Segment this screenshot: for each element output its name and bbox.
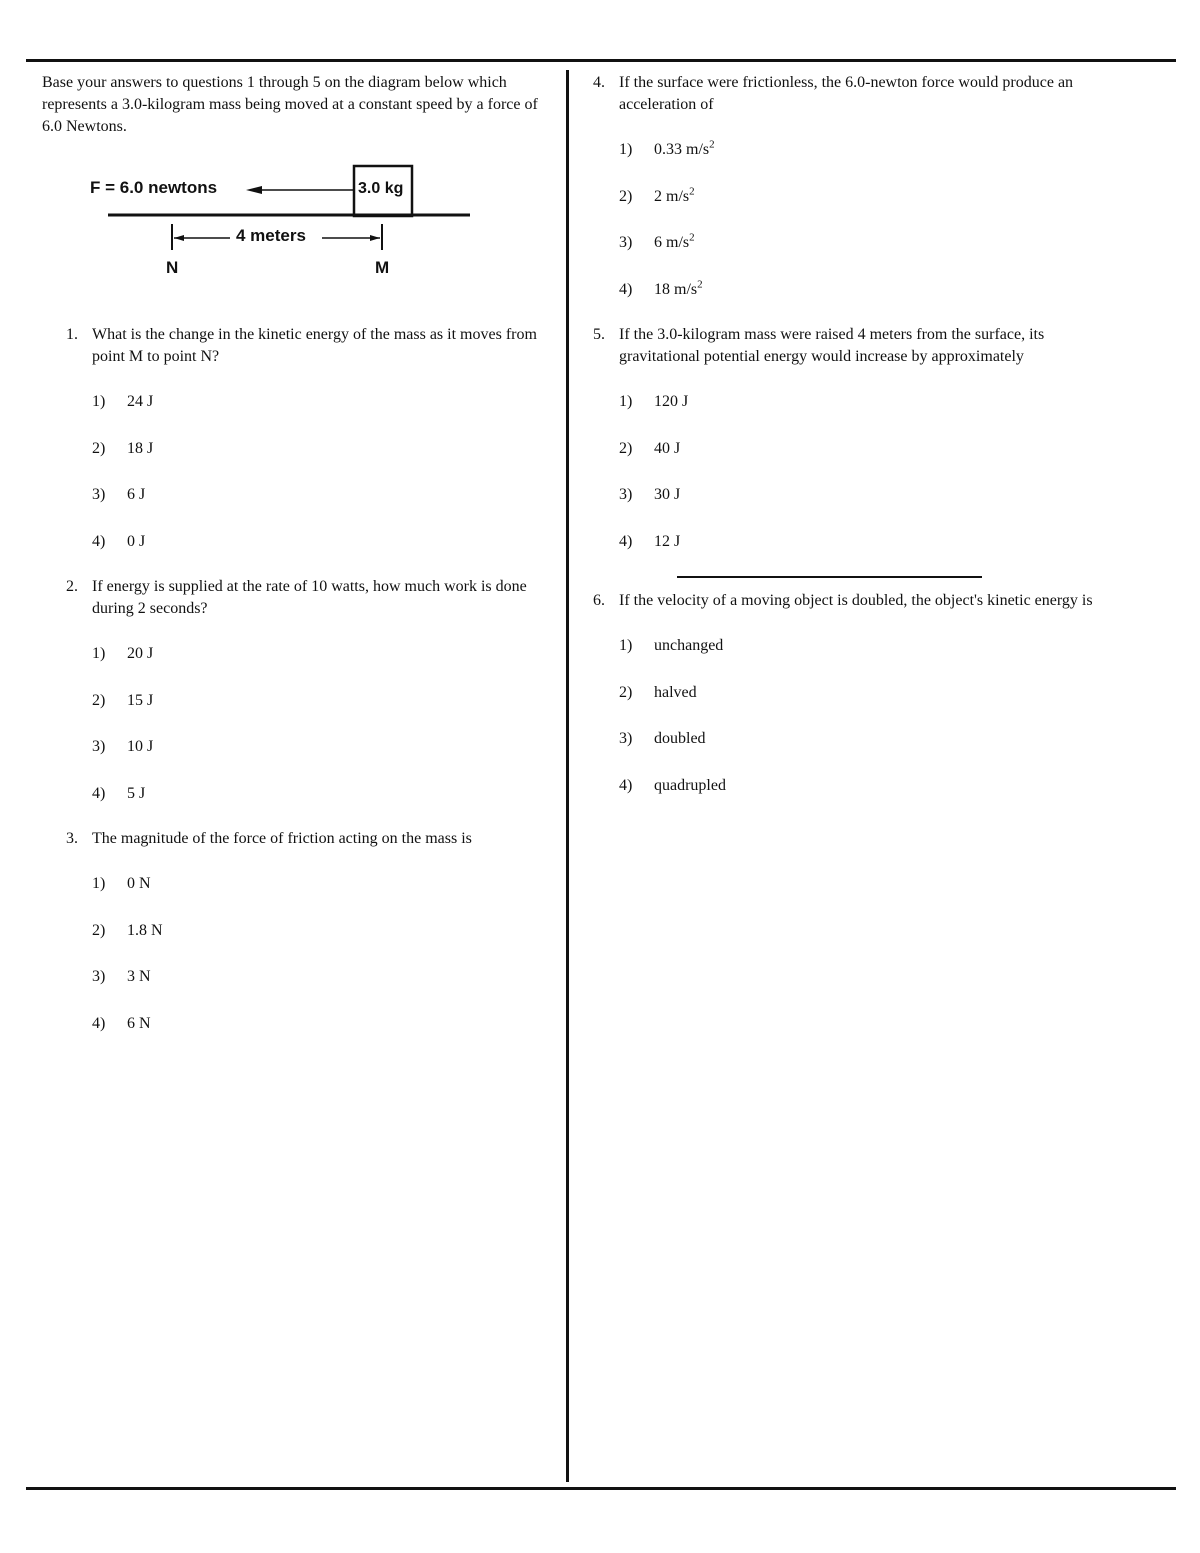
- exponent: 2: [709, 138, 715, 151]
- column-divider: [566, 70, 569, 1482]
- choice-value: 40 J: [654, 439, 681, 457]
- choice-value: 6 $m/s^2$: [654, 231, 695, 251]
- distance-label: 4 meters: [236, 226, 306, 245]
- choice-number: 2): [92, 921, 106, 939]
- choice-number: 3): [92, 486, 106, 503]
- choice-value: 120 J: [654, 393, 689, 410]
- choice-list: [92, 872, 552, 1036]
- question-2: [66, 576, 552, 806]
- left-column: [42, 72, 552, 1058]
- top-rule: [26, 59, 1176, 62]
- choice-number: 4): [92, 784, 106, 802]
- distance-arrow-left-icon: [174, 235, 184, 241]
- intro-text: Base your answers to questions 1 through 5 on the diagram below which represents a 3.0-kilogram mass being moved at a constant speed by a force of 6.0 Newtons.: [42, 74, 538, 135]
- force-label: F = 6.0 newtons: [90, 178, 218, 197]
- choice-number: 1): [619, 637, 633, 654]
- choice-item[interactable]: [92, 689, 552, 713]
- distance-arrow-right-icon: [370, 235, 380, 241]
- choice-item[interactable]: [619, 530, 1093, 554]
- choice-value: quadrupled: [654, 776, 726, 794]
- choice-value: 18 $m/s^2$: [654, 278, 703, 298]
- question-number: 3.: [66, 830, 78, 847]
- choice-list: [619, 138, 1093, 302]
- choice-item[interactable]: [619, 483, 1093, 507]
- force-diagram: [90, 152, 530, 282]
- choice-item[interactable]: [619, 681, 1093, 705]
- choice-number: 4): [92, 1014, 106, 1032]
- choice-item[interactable]: [92, 782, 552, 806]
- question-number: 2.: [66, 578, 78, 595]
- choice-list: [92, 390, 552, 554]
- exponent: 2: [689, 185, 695, 198]
- choice-value: 2 $m/s^2$: [654, 185, 695, 205]
- question-text: If the surface were frictionless, the 6.0-newton force would produce an acceleration of: [619, 74, 1074, 113]
- choice-number: 3): [92, 968, 106, 985]
- choice-number: 2): [92, 439, 106, 457]
- choice-value: 0 J: [127, 532, 146, 550]
- choice-number: 1): [92, 393, 106, 410]
- choice-number: 2): [619, 187, 633, 205]
- choice-item[interactable]: [92, 437, 552, 461]
- choice-value: 18 J: [127, 439, 154, 457]
- question-3: [66, 828, 552, 1036]
- force-diagram-drawing: [90, 152, 530, 282]
- choice-value: 6 J: [127, 486, 146, 503]
- question-5: [593, 324, 1093, 554]
- choice-number: 3): [619, 730, 633, 747]
- force-arrowhead-icon: [246, 186, 262, 194]
- question-number: 5.: [593, 326, 605, 343]
- choice-item[interactable]: [92, 965, 552, 989]
- choice-value: 15 J: [127, 691, 154, 709]
- choice-value: halved: [654, 683, 697, 701]
- choice-item[interactable]: [92, 642, 552, 666]
- choice-number: 4): [619, 532, 633, 550]
- choice-item[interactable]: [92, 1012, 552, 1036]
- choice-item[interactable]: [92, 735, 552, 759]
- question-number: 6.: [593, 592, 605, 609]
- choice-value: doubled: [654, 730, 706, 747]
- choice-value: 5 J: [127, 784, 146, 802]
- exponent: 2: [697, 278, 703, 291]
- choice-list: [92, 642, 552, 806]
- choice-item[interactable]: [619, 231, 1093, 255]
- choice-item[interactable]: [619, 774, 1093, 798]
- exponent: 2: [689, 231, 695, 244]
- section-separator: [677, 576, 982, 578]
- choice-list: [619, 390, 1093, 554]
- question-text: If the 3.0-kilogram mass were raised 4 meters from the surface, its gravitational potential energy would increase by approximately: [619, 326, 1045, 365]
- choice-number: 4): [619, 776, 633, 794]
- choice-number: 2): [92, 691, 106, 709]
- choice-item[interactable]: [92, 530, 552, 554]
- question-6: [593, 590, 1093, 798]
- choice-value: 20 J: [127, 645, 154, 662]
- choice-number: 1): [619, 393, 633, 410]
- question-4: [593, 72, 1093, 302]
- choice-item[interactable]: [619, 437, 1093, 461]
- choice-item[interactable]: [92, 919, 552, 943]
- choice-item[interactable]: [92, 390, 552, 414]
- right-column: [593, 72, 1093, 820]
- question-text: If energy is supplied at the rate of 10 watts, how much work is done during 2 seconds?: [92, 578, 527, 617]
- choice-value: 24 J: [127, 393, 154, 410]
- choice-number: 1): [619, 141, 633, 158]
- question-1: [66, 324, 552, 554]
- point-m-label: M: [375, 258, 390, 277]
- choice-value: 12 J: [654, 532, 681, 550]
- choice-value: 3 N: [127, 968, 151, 985]
- choice-item[interactable]: [619, 138, 1093, 162]
- choice-value: 6 N: [127, 1014, 151, 1032]
- choice-number: 1): [92, 875, 106, 892]
- choice-item[interactable]: [619, 634, 1093, 658]
- choice-item[interactable]: [619, 390, 1093, 414]
- question-number: 1.: [66, 326, 78, 343]
- choice-number: 4): [619, 280, 633, 298]
- choice-value: 10 J: [127, 738, 154, 755]
- question-text: What is the change in the kinetic energy of the mass as it moves from point M to point N?: [92, 326, 537, 365]
- choice-list: [619, 634, 1093, 798]
- choice-item[interactable]: [92, 483, 552, 507]
- question-number: 4.: [593, 74, 605, 91]
- choice-number: 2): [619, 683, 633, 701]
- choice-value: 1.8 N: [127, 921, 163, 939]
- choice-number: 3): [619, 234, 633, 251]
- choice-value: 0.33 $m/s^2$: [654, 138, 715, 158]
- choice-item[interactable]: [619, 727, 1093, 751]
- bottom-rule: [26, 1487, 1176, 1490]
- choice-item[interactable]: [619, 185, 1093, 209]
- choice-item[interactable]: [619, 278, 1093, 302]
- choice-number: 3): [92, 738, 106, 755]
- choice-number: 1): [92, 645, 106, 662]
- question-text: The magnitude of the force of friction acting on the mass is: [92, 830, 472, 847]
- choice-value: unchanged: [654, 637, 724, 654]
- choice-number: 4): [92, 532, 106, 550]
- mass-label: 3.0 kg: [358, 180, 404, 197]
- choice-number: 3): [619, 486, 633, 503]
- question-text: If the velocity of a moving object is doubled, the object's kinetic energy is: [619, 592, 1093, 609]
- choice-item[interactable]: [92, 872, 552, 896]
- choice-number: 2): [619, 439, 633, 457]
- choice-value: 0 N: [127, 875, 151, 892]
- choice-value: 30 J: [654, 486, 681, 503]
- point-n-label: N: [166, 258, 179, 277]
